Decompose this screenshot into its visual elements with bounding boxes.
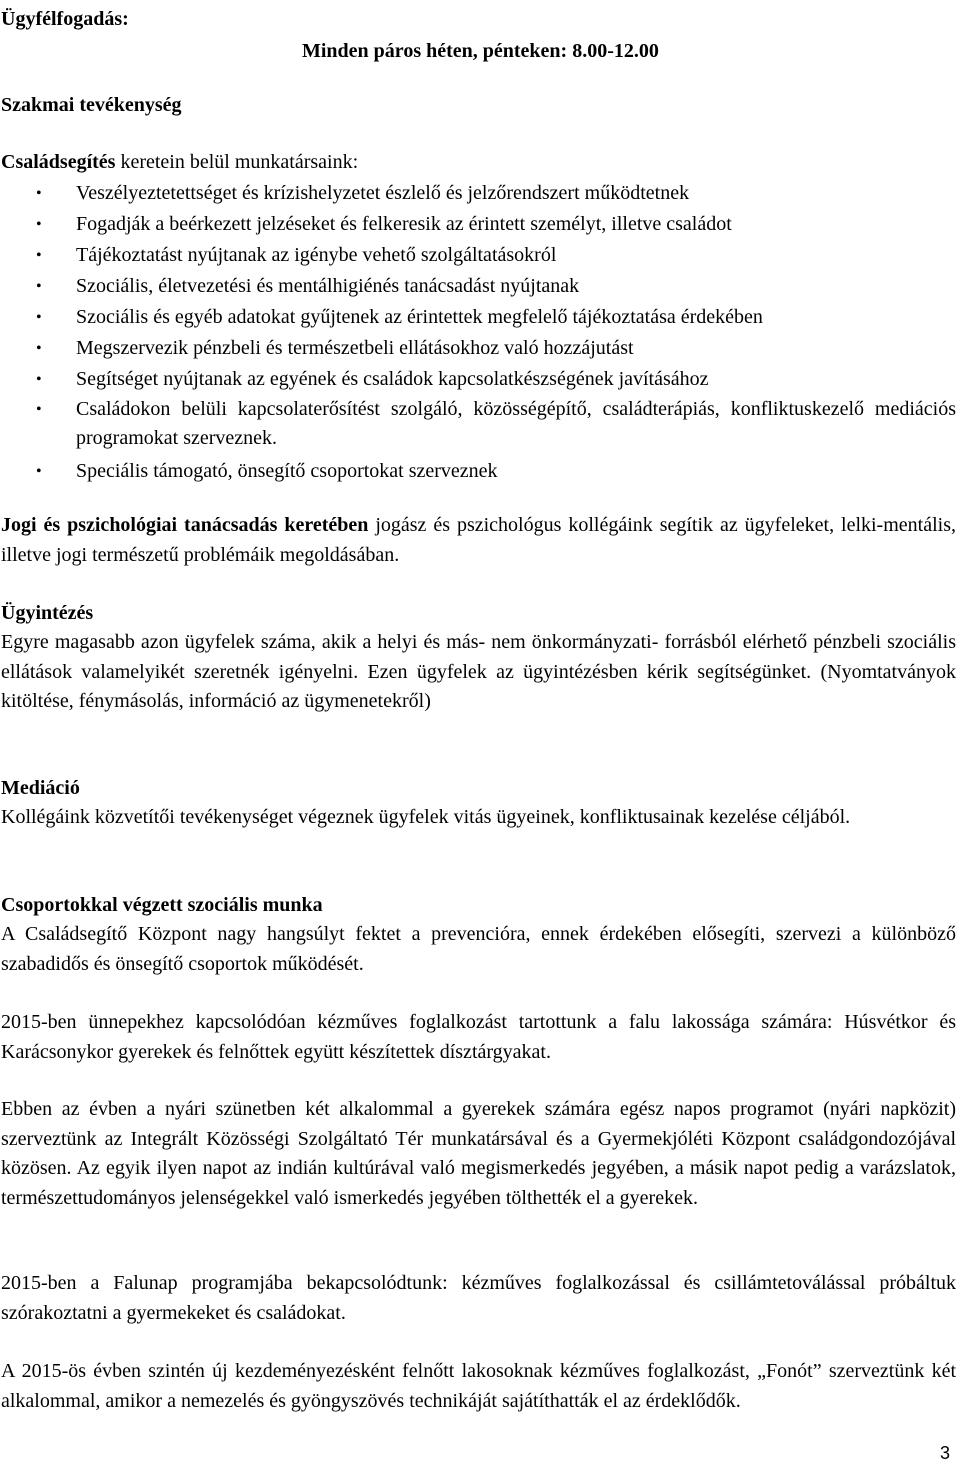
list-item: • Megszervezik pénzbeli és természetbeli ellátásokhoz való hozzájutást [0, 333, 956, 364]
bullet-icon: • [36, 278, 42, 295]
group-heading: Csoportokkal végzett szociális munka [1, 894, 323, 916]
list-item: • Segítséget nyújtanak az egyének és családok kapcsolatkészségének javításához [0, 364, 956, 395]
list-item: • Szociális és egyéb adatokat gyűjtenek az érintettek megfelelő tájékoztatása érdekében [0, 302, 956, 333]
group-paragraph-3: Ebben az évben a nyári szünetben két alkalommal a gyerekek számára egész napos programot (nyári napközit) szerveztünk az Integrált Közösségi Szolgáltató Tér munkatársával és a Gyermekjóléti Központ családgondozójával közösen. Az egyik ilyen napot az indián kultúrával való megismerkedés jegyében, a másik napot pedig a varázslatok, természettudományos jelenségekkel való ismerkedés jegyében tölthették el a gyerekek. [1, 1098, 956, 1209]
bullet-icon: • [36, 309, 42, 326]
legal-bold: Jogi és pszichológiai tanácsadás keretében [1, 514, 369, 536]
list-item: • Speciális támogató, önsegítő csoportokat szerveznek [0, 456, 956, 487]
bullet-icon: • [36, 216, 42, 233]
admin-paragraph: Egyre magasabb azon ügyfelek száma, akik a helyi és más- nem önkormányzati- forrásból elérhető pénzbeli szociális ellátások valamelyikét szeretnék igényelni. Ezen ügyfelek az ügyintézésben kérik segítségünket. (Nyomtatványok kitöltése, fénymásolás, információ az ügymenetekről) [1, 631, 956, 712]
mediation-paragraph: Kollégáink közvetítői tevékenységet végeznek ügyfelek vitás ügyeinek, konfliktusainak kezelése céljából. [1, 806, 851, 828]
section-heading: Szakmai tevékenység [1, 94, 182, 116]
list-item: • Családokon belüli kapcsolaterősítést szolgáló, közösségépítő, családterápiás, konfliktuskezelő mediációs programokat szerveznek. [0, 395, 956, 453]
group-paragraph-1: A Családsegítő Központ nagy hangsúlyt fektet a prevencióra, ennek érdekében elősegíti, szervezi a különböző szabadidős és önsegítő csoportok működését. [1, 923, 956, 975]
bullet-icon: • [36, 463, 42, 480]
reception-hours: Minden páros héten, pénteken: 8.00-12.00 [302, 40, 659, 62]
family-task-list [0, 178, 956, 487]
family-intro [1, 147, 358, 177]
group-paragraph-5: A 2015-ös évben szintén új kezdeményezésként felnőtt lakosoknak kézműves foglalkozást, „Fonót” szerveztünk két alkalommal, amikor a nemezelés és gyöngyszövés technikáját sajátíthatták el az érdeklődők. [1, 1360, 956, 1412]
legal-paragraph [1, 511, 956, 570]
page-number: 3 [940, 1443, 951, 1463]
bullet-icon: • [36, 401, 42, 418]
mediation-heading: Mediáció [1, 777, 80, 799]
bullet-icon: • [36, 185, 42, 202]
bullet-icon: • [36, 371, 42, 388]
list-item: • Veszélyeztetettséget és krízishelyzetet észlelő és jelzőrendszert működtetnek [0, 178, 956, 209]
reception-heading: Ügyfélfogadás: [1, 8, 129, 30]
admin-heading: Ügyintézés [1, 602, 94, 624]
group-paragraph-4: 2015-ben a Falunap programjába bekapcsolódtunk: kézműves foglalkozással és csillámtetoválással próbáltuk szórakoztatni a gyermekeket és családokat. [1, 1272, 956, 1324]
list-item: • Fogadják a beérkezett jelzéseket és felkeresik az érintett személyt, illetve családot [0, 209, 956, 240]
legal-rest: jogász és pszichológus kollégáink segítik az ügyfeleket, lelki-mentális, illetve jogi természetű problémáik megoldásában. [1, 514, 956, 566]
group-paragraph-2: 2015-ben ünnepekhez kapcsolódóan kézműves foglalkozást tartottunk a falu lakossága számára: Húsvétkor és Karácsonykor gyerekek és felnőttek együtt készítettek dísztárgyakat. [1, 1011, 956, 1063]
list-item: • Tájékoztatást nyújtanak az igénybe vehető szolgáltatásokról [0, 240, 956, 271]
family-intro-rest: keretein belül munkatársaink: [115, 151, 359, 173]
bullet-icon: • [36, 340, 42, 357]
family-intro-bold: Családsegítés [1, 151, 116, 173]
list-item: • Szociális, életvezetési és mentálhigiénés tanácsadást nyújtanak [0, 271, 956, 302]
bullet-icon: • [36, 247, 42, 264]
